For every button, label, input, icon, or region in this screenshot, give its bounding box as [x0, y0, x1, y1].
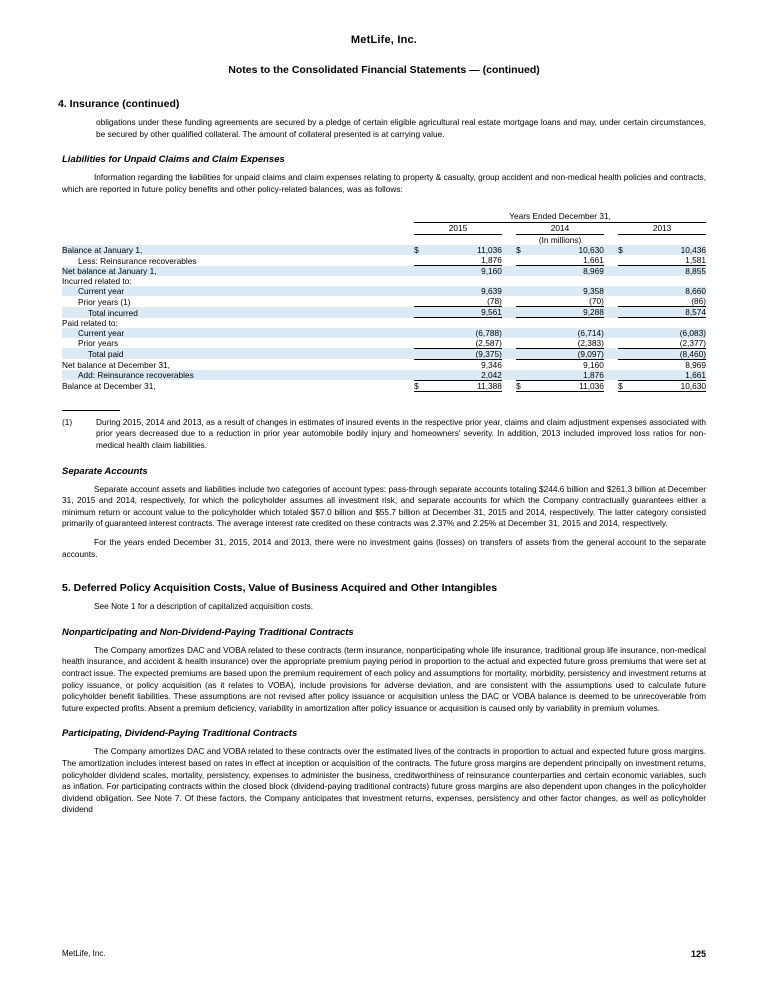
- row-value: 11,036: [426, 245, 502, 255]
- row-value: (2,587): [426, 338, 502, 349]
- participating-paragraph: The Company amortizes DAC and VOBA related to these contracts over the estimated lives of the contracts in proportion to actual and expected future gross margins. The amortization includes interest based on rates in effect at inception or acquisition of the contracts. The future gross margins are dependent principally on investment returns, policyholder dividend scales, mortality, persistency, expenses to administer the business, creditworthiness of reinsurance counterparties and certain economic variables, such as inflation. For participating contracts within the closed block (dividend-paying traditional contracts) future gross margins are also dependent upon changes in the policyholder dividend obligation. See Note 7. Of these factors, the Company anticipates that investment returns, expenses, persistency and other factor changes, as well as policyholder dividend: [62, 746, 706, 815]
- currency-symbol: [618, 307, 630, 318]
- row-value: (6,714): [528, 328, 604, 338]
- currency-symbol: [516, 328, 528, 338]
- row-value: 9,160: [583, 359, 604, 370]
- currency-symbol: [414, 359, 426, 370]
- separate-accounts-heading: Separate Accounts: [62, 465, 148, 477]
- currency-symbol: [414, 348, 426, 359]
- currency-symbol: [414, 370, 426, 381]
- currency-symbol: $: [414, 380, 426, 391]
- row-value: [426, 318, 502, 328]
- row-label: Total incurred: [62, 307, 414, 318]
- currency-symbol: [516, 359, 528, 370]
- liabilities-subheading: Liabilities for Unpaid Claims and Claim Expenses: [62, 154, 285, 166]
- row-value: 1,661: [528, 255, 604, 266]
- note-4-heading: 4. Insurance (continued): [58, 98, 180, 110]
- row-value: 1,876: [528, 370, 604, 381]
- currency-symbol: [516, 318, 528, 328]
- row-value: (86): [630, 296, 706, 307]
- currency-symbol: [618, 255, 630, 266]
- separate-accounts-paragraph-2: For the years ended December 31, 2015, 2014 and 2013, there were no investment gains (losses) on transfers of assets from the general account to the separate accounts.: [62, 537, 706, 559]
- currency-symbol: [414, 318, 426, 328]
- row-value: (6,788): [426, 328, 502, 338]
- table-row: [62, 338, 706, 349]
- row-value: 9,160: [426, 266, 502, 277]
- currency-symbol: $: [516, 245, 528, 255]
- row-label: Add: Reinsurance recoverables: [62, 370, 414, 381]
- table-row: [62, 296, 706, 307]
- currency-symbol: [618, 359, 630, 370]
- row-value: 1,581: [630, 255, 706, 266]
- currency-symbol: [516, 307, 528, 318]
- currency-symbol: [516, 255, 528, 266]
- row-value: (8,460): [630, 348, 706, 359]
- currency-symbol: [618, 266, 630, 277]
- row-value: 10,436: [630, 245, 706, 255]
- row-label: Prior years: [78, 338, 119, 349]
- row-value: (2,377): [630, 338, 706, 349]
- currency-symbol: $: [618, 380, 630, 391]
- currency-symbol: [618, 348, 630, 359]
- currency-symbol: [414, 338, 426, 349]
- row-label: Balance at December 31,: [62, 381, 156, 392]
- currency-symbol: [618, 370, 630, 381]
- table-row: [62, 307, 706, 318]
- table-row: [62, 255, 706, 266]
- unpaid-claims-table-wrapper: [62, 211, 706, 392]
- currency-symbol: [618, 318, 630, 328]
- row-value: 9,561: [426, 307, 502, 318]
- row-value: (78): [426, 296, 502, 307]
- row-value: 11,036: [528, 380, 604, 391]
- table-row: [62, 370, 706, 381]
- footer-company: MetLife, Inc.: [62, 949, 106, 958]
- table-header-row-period: [62, 211, 706, 221]
- liabilities-paragraph: Information regarding the liabilities for unpaid claims and claim expenses relating to property & casualty, group accident and non-medical health policies and contracts, which are reported in future policy benefits and other policy-related balances, was as follows:: [62, 172, 706, 194]
- row-value: (9,097): [528, 348, 604, 359]
- row-value: [426, 276, 502, 286]
- row-value: 9,346: [481, 359, 502, 370]
- note-5-heading: 5. Deferred Policy Acquisition Costs, Value of Business Acquired and Other Intangibles: [62, 582, 498, 595]
- footnote-text: During 2015, 2014 and 2013, as a result of changes in estimates of insured events in the respective prior year, claims and claim adjustment expenses associated with prior years decreased due to a reduction in prior year automobile bodily injury and homeowners' severity. In addition, 2013 included improved loss ratios for non-medical health claim liabilities.: [96, 416, 706, 451]
- table-row: [62, 328, 706, 338]
- currency-symbol: [618, 296, 630, 307]
- table-row: [62, 245, 706, 255]
- table-units-row: [62, 235, 706, 246]
- currency-symbol: [516, 286, 528, 296]
- row-label: Net balance at December 31,: [62, 359, 170, 370]
- row-value: (9,375): [426, 348, 502, 359]
- row-value: 10,630: [528, 245, 604, 255]
- currency-symbol: [618, 328, 630, 338]
- row-value: 1,661: [630, 370, 706, 381]
- page-subtitle: Notes to the Consolidated Financial Statements — (continued): [228, 64, 540, 76]
- year-header-2013: 2013: [652, 223, 672, 234]
- row-value: (70): [528, 296, 604, 307]
- currency-symbol: [414, 328, 426, 338]
- currency-symbol: [414, 296, 426, 307]
- currency-symbol: [516, 338, 528, 349]
- row-value: [630, 318, 706, 328]
- row-label: Balance at January 1,: [62, 245, 414, 255]
- currency-symbol: [618, 286, 630, 296]
- row-value: [630, 276, 706, 286]
- currency-symbol: [516, 348, 528, 359]
- currency-symbol: [414, 286, 426, 296]
- footnote-mark: (1): [62, 416, 73, 427]
- footnote-divider: [62, 410, 120, 411]
- row-label: Total paid: [62, 348, 414, 359]
- row-value: (2,383): [528, 338, 604, 349]
- row-value: 8,855: [630, 266, 706, 277]
- note-4-intro: obligations under these funding agreements are secured by a pledge of certain eligible agricultural real estate mortgage loans and may, under certain circumstances, be secured by other qualified collateral. The amount of collateral presented is at carrying value.: [96, 117, 706, 139]
- row-label: Incurred related to:: [62, 276, 132, 287]
- table-row: [62, 266, 706, 277]
- note-5-paragraph-1: See Note 1 for a description of capitalized acquisition costs.: [94, 601, 314, 612]
- row-value: (6,083): [630, 328, 706, 338]
- currency-symbol: [516, 276, 528, 286]
- row-value: 8,969: [685, 359, 706, 370]
- row-label: Prior years (1): [78, 296, 131, 307]
- row-value: 8,969: [528, 266, 604, 277]
- period-header: Years Ended December 31,: [509, 211, 611, 222]
- page-footer: [62, 949, 706, 959]
- currency-symbol: [618, 276, 630, 286]
- currency-symbol: [414, 307, 426, 318]
- currency-symbol: [516, 296, 528, 307]
- row-value: 1,876: [426, 255, 502, 266]
- row-value: 8,660: [630, 286, 706, 296]
- table-row: [62, 318, 706, 328]
- currency-symbol: $: [516, 380, 528, 391]
- currency-symbol: [414, 276, 426, 286]
- table-row: [62, 286, 706, 296]
- page-title: MetLife, Inc.: [350, 34, 418, 46]
- separate-accounts-paragraph-1: Separate account assets and liabilities include two categories of account types: pass-through separate accounts totaling $244.6 billion and $261.3 billion at December 31, 2015 and 2014, respectively, for which the policyholder assumes all investment risk, and separate accounts for which the Company contractually guarantees either a minimum return or account value to the policyholder which totaled $57.0 billion and $55.7 billion at December 31, 2015 and 2014, respectively. The latter category consisted primarily of guaranteed interest contracts. The average interest rate credited on these contracts was 2.37% and 2.25% at December 31, 2015 and 2014, respectively.: [62, 483, 706, 529]
- year-header-2015: 2015: [448, 223, 468, 234]
- page-number: 125: [690, 949, 706, 959]
- row-value: 8,574: [630, 307, 706, 318]
- currency-symbol: $: [414, 245, 426, 255]
- table-header-row-years: [62, 223, 706, 234]
- row-value: 2,042: [426, 370, 502, 381]
- unpaid-claims-table: [62, 211, 706, 392]
- table-row: [62, 276, 706, 286]
- currency-symbol: [516, 370, 528, 381]
- currency-symbol: [414, 255, 426, 266]
- participating-heading: Participating, Dividend-Paying Traditional Contracts: [62, 728, 298, 740]
- row-value: [528, 276, 604, 286]
- table-row: [62, 359, 706, 370]
- row-value: [528, 318, 604, 328]
- nonparticipating-heading: Nonparticipating and Non-Dividend-Paying Traditional Contracts: [62, 626, 354, 638]
- currency-symbol: $: [618, 245, 630, 255]
- row-label: Current year: [62, 286, 414, 296]
- row-value: 9,639: [426, 286, 502, 296]
- table-row: [62, 380, 706, 391]
- row-value: 9,288: [528, 307, 604, 318]
- currency-symbol: [516, 266, 528, 277]
- table-row: [62, 348, 706, 359]
- row-label: Paid related to:: [62, 317, 118, 328]
- footnote-1: [62, 417, 706, 452]
- row-value: 11,388: [426, 380, 502, 391]
- year-header-2014: 2014: [550, 223, 570, 234]
- row-label: Net balance at January 1,: [62, 266, 414, 277]
- row-value: 10,630: [630, 380, 706, 391]
- row-label: Less: Reinsurance recoverables: [78, 255, 197, 266]
- row-label: Current year: [62, 328, 414, 338]
- nonparticipating-paragraph: The Company amortizes DAC and VOBA related to these contracts (term insurance, nonparticipating whole life insurance, traditional group life insurance, non-medical health insurance, and accident & health insurance) over the appropriate premium paying period in proportion to the actual and expected future gross premiums that were set at contract issue. The expected premiums are based upon the premium requirement of each policy and assumptions for mortality, morbidity, persistency and investment returns at policy issuance, or policy acquisition (as it relates to VOBA), include provisions for adverse deviation, and are consistent with the assumptions used to calculate future policyholder benefit liabilities. These assumptions are not revised after policy issuance or acquisition unless the DAC or VOBA balance is deemed to be unrecoverable from future expected profits. Absent a premium deficiency, variability in amortization after policy issuance or acquisition is caused only by variability in premium volumes.: [62, 644, 706, 713]
- units-label: (In millions): [538, 235, 582, 246]
- row-value: 9,358: [528, 286, 604, 296]
- currency-symbol: [618, 338, 630, 349]
- currency-symbol: [414, 266, 426, 277]
